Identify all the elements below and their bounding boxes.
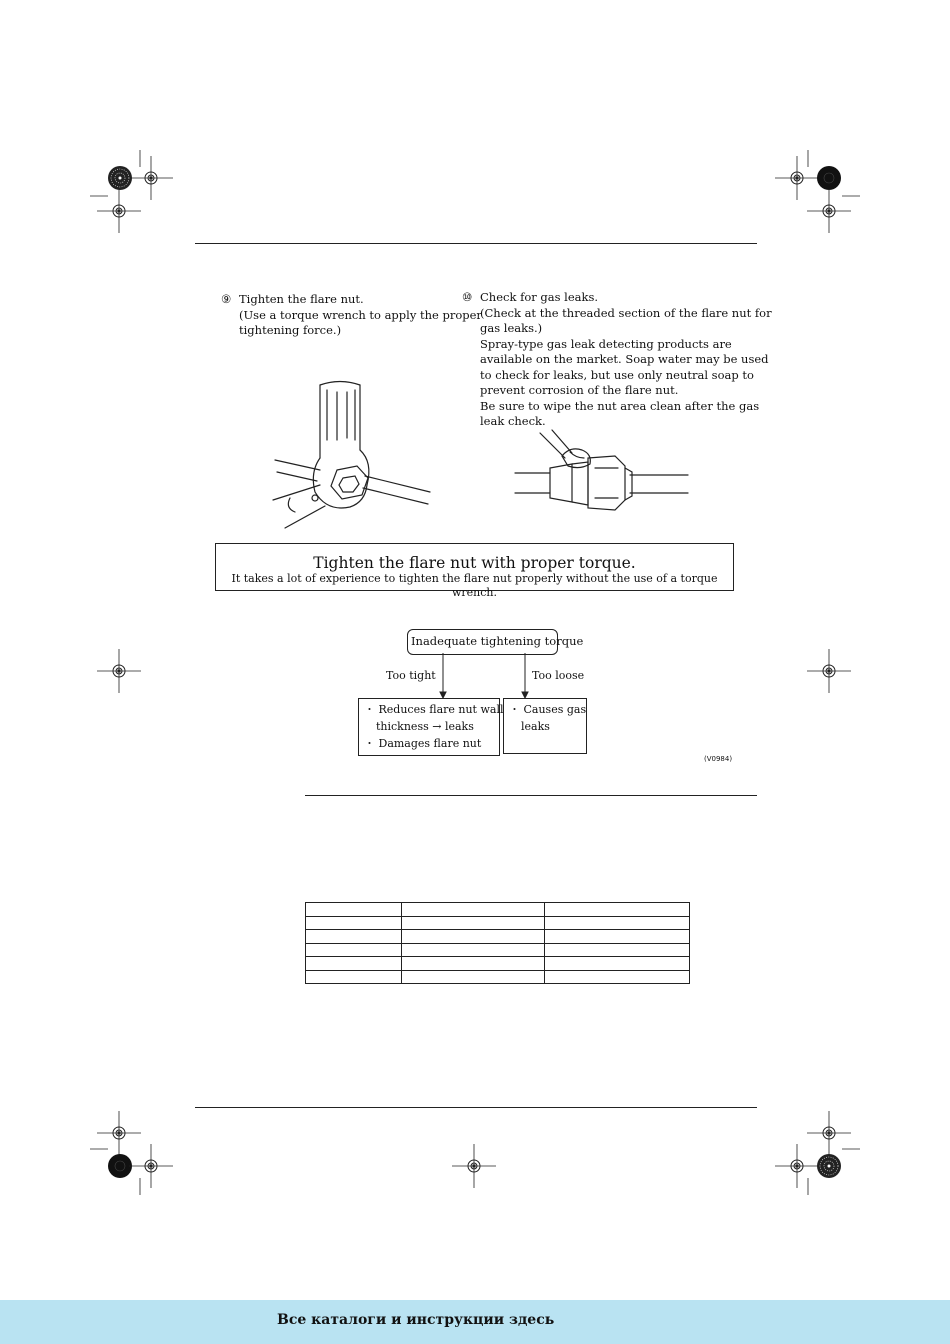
notice-subtitle: It takes a lot of experience to tighten the flare nut properly without the use of a torque wrench.: [231, 572, 718, 599]
step-9-line: Tighten the flare nut.: [239, 292, 364, 306]
step-10-number: ⑩: [462, 290, 473, 304]
notice-title: Tighten the flare nut with proper torque.: [313, 554, 636, 572]
step-10-line: (Check at the threaded section of the flare nut for: [480, 305, 772, 320]
flowchart-top-label: Inadequate tightening torque: [411, 634, 584, 648]
table-row: [306, 970, 690, 984]
table-cell: [401, 930, 545, 944]
table-cell: [401, 957, 545, 971]
step-10-line: Check for gas leaks.: [480, 290, 599, 304]
table-cell: [545, 970, 690, 984]
flowchart-arrows: [430, 653, 540, 699]
step-10-line: prevent corrosion of the flare nut.: [480, 383, 679, 397]
table-cell: [306, 957, 402, 971]
table-row: [306, 916, 690, 930]
leak-check-illustration: [510, 428, 690, 528]
table-cell: [401, 903, 545, 917]
step-10-line: Spray-type gas leak detecting products are: [480, 336, 732, 351]
torque-notice-box: [215, 543, 734, 599]
flowchart-too-loose-label: Too loose: [532, 669, 585, 682]
footer-rule: [195, 1107, 757, 1108]
step-10-line: gas leaks.): [480, 321, 543, 335]
section-rule: [305, 795, 757, 796]
table-cell: [306, 916, 402, 930]
step-9-line: (Use a torque wrench to apply the proper: [239, 307, 482, 322]
table-cell: [545, 957, 690, 971]
table-cell: [306, 930, 402, 944]
flowchart-too-loose-box: [503, 698, 587, 754]
table-row: [306, 930, 690, 944]
too-loose-line: ・ Causes gas: [509, 703, 587, 716]
too-loose-line: leaks: [521, 720, 550, 733]
step-9-number: ⑨: [221, 292, 232, 306]
torque-wrench-illustration: [265, 380, 440, 535]
table-cell: [545, 916, 690, 930]
step-10-line: leak check.: [480, 414, 546, 428]
step-10-line: available on the market. Soap water may be used: [480, 352, 769, 366]
table-cell: [545, 943, 690, 957]
table-cell: [306, 970, 402, 984]
figure-code: (V0984): [704, 755, 733, 763]
table-row: [306, 903, 690, 917]
table-cell: [401, 970, 545, 984]
too-tight-line: ・ Damages flare nut: [364, 737, 482, 750]
catalog-banner-link[interactable]: Все каталоги и инструкции здесь: [277, 1312, 555, 1328]
step-10-line: to check for leaks, but use only neutral soap to: [480, 367, 754, 382]
flowchart-too-tight-box: [358, 698, 504, 756]
empty-data-table: [305, 902, 690, 984]
table-row: [306, 957, 690, 971]
header-rule: [195, 243, 757, 244]
too-tight-line: ・ Reduces flare nut wall: [364, 703, 504, 716]
table-row: [306, 943, 690, 957]
step-10-line: Be sure to wipe the nut area clean after the gas: [480, 398, 760, 413]
table-cell: [401, 943, 545, 957]
too-tight-line: thickness → leaks: [376, 720, 474, 733]
table-cell: [306, 943, 402, 957]
step-9-line: tightening force.): [239, 323, 342, 337]
table-cell: [545, 930, 690, 944]
flowchart-top-box: [407, 629, 584, 655]
table-cell: [401, 916, 545, 930]
table-cell: [306, 903, 402, 917]
flowchart-too-tight-label: Too tight: [386, 669, 436, 682]
catalog-banner[interactable]: [0, 1300, 950, 1344]
table-cell: [545, 903, 690, 917]
